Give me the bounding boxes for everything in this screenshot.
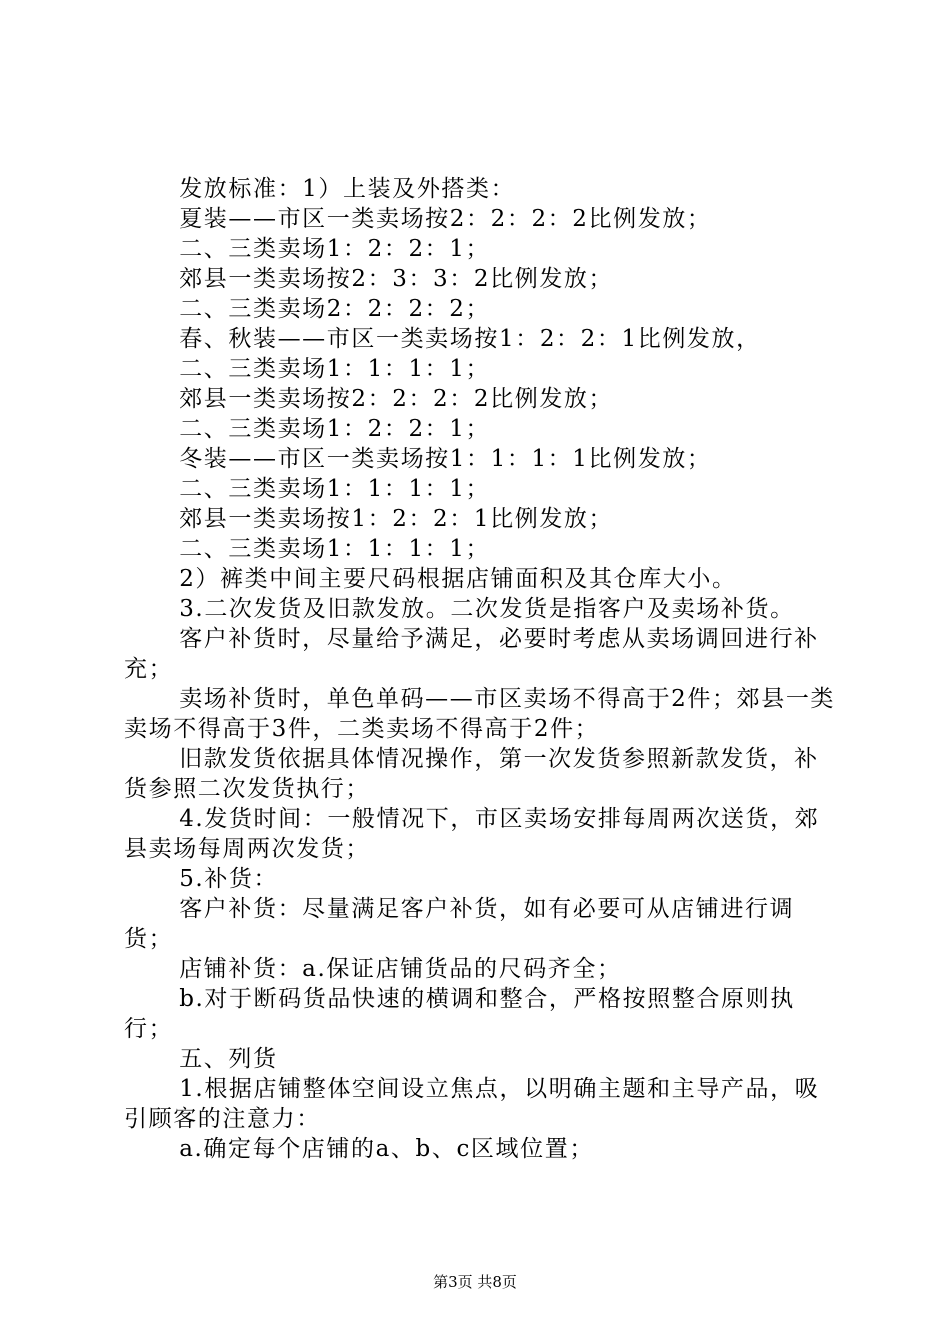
paragraph: 店铺补货：a.保证店铺货品的尺码齐全；: [179, 956, 622, 982]
paragraph: 郊县一类卖场按1：2：2：1比例发放；: [179, 506, 614, 532]
paragraph: 4.发货时间：一般情况下，市区卖场安排每周两次送货，郊县卖场每周两次发货；: [124, 806, 820, 862]
paragraph: 二、三类卖场1：2：2：1；: [179, 236, 491, 262]
paragraph: a.确定每个店铺的a、b、c区域位置；: [179, 1136, 594, 1162]
paragraph: 5.补货：: [179, 866, 279, 892]
paragraph: 二、三类卖场1：1：1：1；: [179, 356, 491, 382]
document-body: [124, 174, 836, 1164]
paragraph: b.对于断码货品快速的横调和整合，严格按照整合原则执行；: [124, 986, 795, 1042]
paragraph: 夏装——市区一类卖场按2：2：2：2比例发放；: [179, 206, 712, 232]
page-footer: 第3页 共8页: [433, 1273, 517, 1291]
paragraph: 春、秋装——市区一类卖场按1：2：2：1比例发放，: [179, 326, 761, 352]
paragraph: 五、列货: [179, 1046, 278, 1072]
paragraph: 郊县一类卖场按2：3：3：2比例发放；: [179, 266, 614, 292]
paragraph: 郊县一类卖场按2：2：2：2比例发放；: [179, 386, 614, 412]
paragraph: 二、三类卖场1：1：1：1；: [179, 536, 491, 562]
paragraph: 3.二次发货及旧款发放。二次发货是指客户及卖场补货。: [179, 596, 795, 622]
paragraph: 旧款发货依据具体情况操作，第一次发货参照新款发货，补货参照二次发货执行；: [124, 746, 819, 802]
paragraph: 二、三类卖场1：2：2：1；: [179, 416, 491, 442]
paragraph: 发放标准：1）上装及外搭类：: [179, 176, 516, 202]
paragraph: 1.根据店铺整体空间设立焦点，以明确主题和主导产品，吸引顾客的注意力：: [124, 1076, 820, 1132]
paragraph: 二、三类卖场2：2：2：2；: [179, 296, 491, 322]
paragraph: 客户补货：尽量满足客户补货，如有必要可从店铺进行调货；: [124, 896, 795, 952]
paragraph: 2）裤类中间主要尺码根据店铺面积及其仓库大小。: [179, 566, 737, 592]
paragraph: 二、三类卖场1：1：1：1；: [179, 476, 491, 502]
paragraph: 冬装——市区一类卖场按1：1：1：1比例发放；: [179, 446, 712, 472]
paragraph: 客户补货时，尽量给予满足，必要时考虑从卖场调回进行补充；: [124, 626, 819, 682]
paragraph: 卖场补货时，单色单码——市区卖场不得高于2件；郊县一类卖场不得高于3件，二类卖场不得高于2件；: [124, 686, 836, 742]
